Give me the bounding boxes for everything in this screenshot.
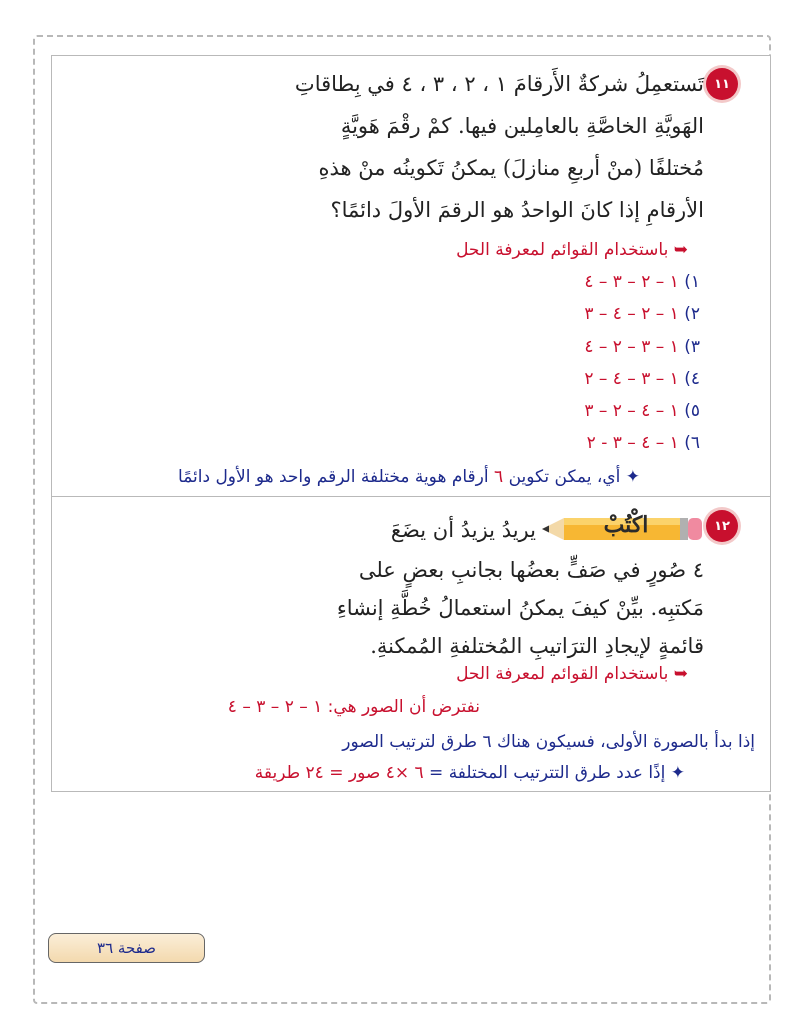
option-value: ١ – ٢ – ٤ – ٣: [584, 304, 679, 324]
question-11-line-4: الأرقامِ إذا كانَ الواحدُ هو الرقمَ الأولَ دائمًا؟: [330, 198, 704, 222]
result-prefix: ✦ إذًا عدد طرق التترتيب المختلفة =: [429, 763, 685, 783]
question-12-line-1: يريدُ يزيدُ أن يضَعَ: [390, 518, 536, 542]
option-label: ٤): [684, 369, 700, 389]
q11-option-2: [584, 304, 700, 324]
q11-option-6: [587, 433, 700, 453]
option-label: ٣): [684, 337, 700, 357]
option-label: ٢): [684, 304, 700, 324]
q11-method: ➥ باستخدام القوائم لمعرفة الحل: [456, 240, 688, 260]
q12-result: [255, 763, 685, 783]
option-value: ١ – ٣ – ٢ – ٤: [584, 337, 679, 357]
question-12-line-3: مَكتبِه. بيِّنْ كيفَ يمكنُ استعمالُ خُطَّةِ إنشاءِ: [336, 596, 704, 620]
option-label: ١): [684, 272, 700, 292]
q12-first-picture: إذا بدأ بالصورة الأولى، فسيكون هناك ٦ طرق لترتيب الصور: [342, 732, 755, 752]
question-12-line-2: ٤ صُورٍ في صَفٍّ بعضُها بجانبِ بعضٍ على: [358, 558, 704, 582]
q11-conclusion: [178, 467, 640, 487]
option-value: ١ – ٤ – ٢ – ٣: [584, 401, 679, 421]
question-12-badge: ١٢: [706, 510, 738, 542]
q12-assumption: نفترض أن الصور هي: ١ – ٢ – ٣ – ٤: [227, 697, 480, 717]
result-expression: ٦ ×٤ صور = ٢٤ طريقة: [254, 763, 424, 783]
question-11-line-2: الهَويَّةِ الخاصَّةِ بالعامِلين فيها. كمْ رقْمَ هَويَّةٍ: [340, 114, 704, 138]
option-value: ١ – ٣ – ٤ – ٢: [584, 369, 679, 389]
option-label: ٥): [684, 401, 700, 421]
option-value: ١ – ٤ – ٣ - ٢: [586, 433, 679, 453]
q11-option-1: [584, 272, 700, 292]
question-11-badge: ١١: [706, 68, 738, 100]
option-label: ٦): [684, 433, 700, 453]
write-label: اكْتُبْ: [603, 512, 649, 538]
question-11-line-3: مُختلفًا (منْ أربعِ منازلَ) يمكنُ تَكوينُه منْ هذهِ: [318, 156, 704, 180]
q11-option-5: [584, 401, 700, 421]
q12-method: ➥ باستخدام القوائم لمعرفة الحل: [456, 664, 688, 684]
page-number-label: صفحة ٣٦: [48, 933, 205, 963]
conclusion-suffix: أرقام هوية مختلفة الرقم واحد هو الأول دائمًا: [178, 467, 489, 487]
question-11-line-1: تَستعمِلُ شركةٌ الأَرقامَ ١ ، ٢ ، ٣ ، ٤ في بِطاقاتِ: [294, 72, 704, 96]
conclusion-number: ٦: [494, 467, 504, 487]
question-12-line-4: قائمةٍ لإيجادِ الترَاتيبِ المُختلفةِ المُمكنةِ.: [370, 634, 704, 658]
q11-option-3: [584, 337, 700, 357]
q11-option-4: [584, 369, 700, 389]
option-value: ١ – ٢ – ٣ – ٤: [584, 272, 679, 292]
conclusion-prefix: ✦ أي، يمكن تكوين: [508, 467, 640, 487]
